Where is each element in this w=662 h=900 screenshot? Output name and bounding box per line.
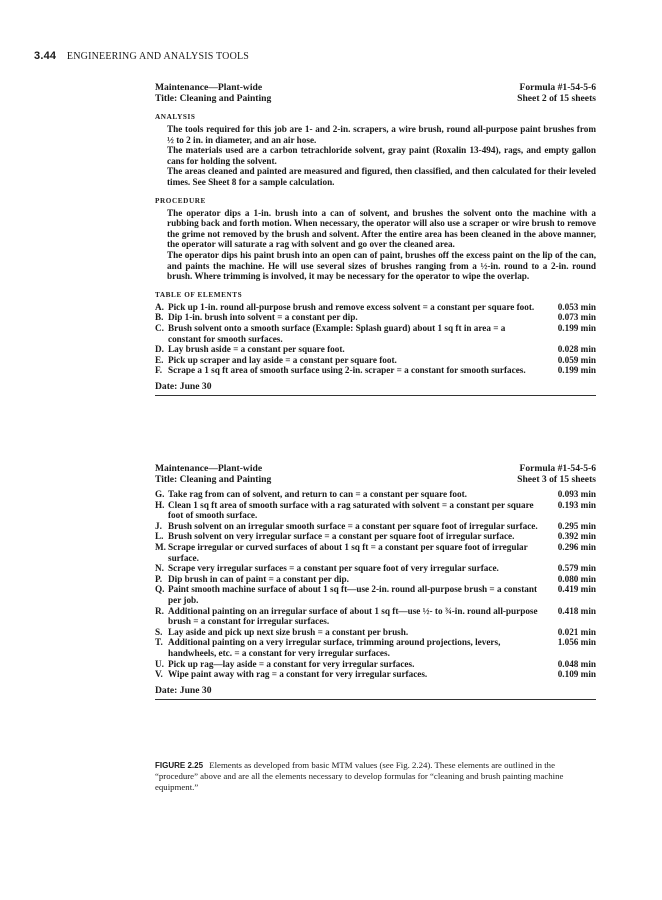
- sheet-title: Title: Cleaning and Painting: [155, 474, 272, 485]
- element-text: Wipe paint away with rag = a constant for very irregular surfaces.: [168, 669, 428, 680]
- element-row: [155, 531, 596, 542]
- page-header: [34, 50, 249, 62]
- element-letter: J.: [155, 520, 162, 531]
- element-row: [155, 627, 596, 638]
- analysis-paragraph: The tools required for this job are 1- and 2-in. scrapers, a wire brush, round all-purpose paint brushes from ½ to 2 in. in diameter, and an air hose.: [167, 124, 596, 145]
- element-value: 0.073 min: [557, 312, 596, 323]
- figure-caption-text: Elements as developed from basic MTM values (see Fig. 2.24). These elements are outlined in the “procedure” above and are all the elements necessary to develop formulas for “cleaning and brush painting machine equipment.”: [155, 760, 564, 792]
- element-text: Pick up scraper and lay aside = a constant per square foot.: [168, 354, 397, 365]
- analysis-paragraph: The areas cleaned and painted are measured and figured, then classified, and then calculated for their leveled times. See Sheet 8 for a sample calculation.: [167, 166, 596, 187]
- element-value: 0.059 min: [557, 354, 596, 365]
- element-letter: S.: [155, 626, 163, 637]
- element-letter: F.: [155, 365, 163, 376]
- formula-number: Formula #1-54-5-6: [519, 463, 596, 474]
- element-row: [155, 637, 596, 658]
- figure-label: FIGURE 2.25: [155, 761, 204, 770]
- table-of-elements-heading: TABLE OF ELEMENTS: [155, 290, 243, 299]
- element-letter: D.: [155, 344, 164, 355]
- element-row: [155, 500, 596, 521]
- element-row: [155, 365, 596, 376]
- element-text: Lay aside and pick up next size brush = a constant per brush.: [168, 626, 409, 637]
- sheet-date: Date: June 30: [155, 684, 212, 696]
- department: Maintenance—Plant-wide: [155, 463, 263, 474]
- element-text: Dip 1-in. brush into solvent = a constant per dip.: [168, 312, 358, 323]
- elements-list: [155, 302, 596, 376]
- element-letter: M.: [155, 541, 166, 552]
- element-value: 0.080 min: [557, 573, 596, 584]
- element-value: 0.392 min: [557, 531, 596, 542]
- formula-number: Formula #1-54-5-6: [519, 82, 596, 93]
- element-letter: P.: [155, 573, 163, 584]
- figure-caption: [155, 760, 596, 793]
- element-value: 0.579 min: [557, 563, 596, 574]
- element-letter: B.: [155, 312, 164, 323]
- element-letter: L.: [155, 531, 164, 542]
- sheet-number: Sheet 3 of 15 sheets: [517, 474, 596, 485]
- sheet-title: Title: Cleaning and Painting: [155, 93, 272, 104]
- element-text: Lay brush aside = a constant per square foot.: [168, 344, 345, 355]
- element-text: Scrape irregular or curved surfaces of about 1 sq ft = a constant per square foot of irregular surface.: [168, 541, 528, 563]
- divider: [155, 395, 596, 396]
- sheet-date: Date: June 30: [155, 380, 212, 392]
- element-letter: A.: [155, 301, 164, 312]
- element-value: 0.048 min: [557, 658, 596, 669]
- element-row: [155, 344, 596, 355]
- element-value: 0.199 min: [557, 365, 596, 376]
- element-value: 0.296 min: [557, 541, 596, 552]
- divider: [155, 699, 596, 700]
- element-text: Dip brush in can of paint = a constant per dip.: [168, 573, 349, 584]
- element-row: [155, 542, 596, 563]
- element-row: [155, 606, 596, 627]
- procedure-paragraph: The operator dips a 1-in. brush into a can of solvent, and brushes the solvent onto the machine with a rubbing back and forth motion. When necessary, the operator will also use a scraper or wire brush to remove the grime not removed by the brush and solvent. After the entire area has been cleaned in the above manner, the operator will saturate a rag with solvent and go over the cleaned area.: [167, 207, 596, 250]
- element-value: 0.028 min: [557, 344, 596, 355]
- element-letter: R.: [155, 605, 164, 616]
- element-text: Scrape very irregular surfaces = a constant per square foot of very irregular surface.: [168, 563, 499, 574]
- running-title: ENGINEERING AND ANALYSIS TOOLS: [66, 51, 250, 62]
- element-row: [155, 521, 596, 532]
- sheet-2: [155, 82, 596, 396]
- element-letter: C.: [155, 322, 164, 333]
- element-text: Paint smooth machine surface of about 1 sq ft—use 2-in. round all-purpose brush = a constant per job.: [168, 584, 538, 605]
- element-value: 0.053 min: [557, 301, 596, 312]
- element-row: [155, 574, 596, 585]
- analysis-heading: ANALYSIS: [155, 113, 196, 121]
- element-letter: H.: [155, 499, 165, 510]
- element-value: 0.418 min: [557, 605, 596, 616]
- element-row: [155, 355, 596, 366]
- element-value: 0.199 min: [557, 322, 596, 333]
- element-letter: N.: [155, 563, 164, 574]
- element-letter: U.: [155, 658, 164, 669]
- element-row: [155, 659, 596, 670]
- element-row: [155, 669, 596, 680]
- element-row: [155, 584, 596, 605]
- element-text: Brush solvent on an irregular smooth surface = a constant per square foot of irregular surface.: [168, 520, 538, 531]
- element-row: [155, 312, 596, 323]
- element-text: Additional painting on a very irregular surface, trimming around projections, levers, handwheels, etc. = a constant for very irregular surfaces.: [168, 637, 501, 658]
- page-number: 3.44: [34, 50, 57, 62]
- element-letter: E.: [155, 354, 164, 365]
- element-row: [155, 302, 596, 313]
- element-text: Clean 1 sq ft area of smooth surface with a rag saturated with solvent = a constant per square foot of smooth surface.: [168, 499, 534, 521]
- element-text: Take rag from can of solvent, and return to can = a constant per square foot.: [168, 489, 467, 499]
- element-value: 0.193 min: [557, 499, 596, 510]
- element-text: Pick up rag—lay aside = a constant for very irregular surfaces.: [168, 658, 415, 669]
- element-value: 0.021 min: [557, 626, 596, 637]
- element-text: Brush solvent onto a smooth surface (Example: Splash guard) about 1 sq ft in area = a constant for smooth surfaces.: [168, 322, 506, 344]
- element-text: Pick up 1-in. round all-purpose brush and remove excess solvent = a constant per square foot.: [168, 301, 535, 312]
- sheet-number: Sheet 2 of 15 sheets: [517, 93, 596, 104]
- procedure-paragraph: The operator dips his paint brush into an open can of paint, brushes off the excess paint on the lip of the can, and paints the machine. He will use several sizes of brushes ranging from a ½-in. round to a 2-in. round brush. Where trimming is involved, it may be necessary for the operator to wipe the overlap.: [167, 249, 596, 282]
- element-text: Additional painting on an irregular surface of about 1 sq ft—use ½- to ¾-in. round all-purpose brush = a constant for irregular surfaces.: [168, 605, 538, 627]
- element-value: 0.419 min: [557, 584, 596, 595]
- analysis-paragraph: The materials used are a carbon tetrachloride solvent, gray paint (Roxalin 13-494), rags, and empty gallon cans for holding the solvent.: [167, 145, 596, 166]
- element-letter: Q.: [155, 584, 165, 595]
- element-letter: V.: [155, 669, 163, 680]
- element-letter: T.: [155, 637, 163, 648]
- element-row: [155, 489, 596, 500]
- element-value: 0.295 min: [557, 520, 596, 531]
- element-row: [155, 563, 596, 574]
- department: Maintenance—Plant-wide: [155, 82, 263, 93]
- element-value: 0.093 min: [557, 489, 596, 499]
- element-text: Scrape a 1 sq ft area of smooth surface using 2-in. scraper = a constant for smooth surfaces.: [168, 365, 526, 376]
- element-letter: G.: [155, 489, 165, 499]
- element-row: [155, 323, 596, 344]
- procedure-heading: PROCEDURE: [155, 196, 206, 205]
- element-value: 0.109 min: [557, 669, 596, 680]
- sheet-header: [155, 463, 596, 485]
- element-value: 1.056 min: [557, 637, 596, 648]
- sheet-header: [155, 82, 596, 104]
- element-text: Brush solvent on very irregular surface = a constant per square foot of irregular surface.: [168, 531, 515, 542]
- elements-list: [155, 489, 596, 680]
- sheet-3: [155, 463, 596, 700]
